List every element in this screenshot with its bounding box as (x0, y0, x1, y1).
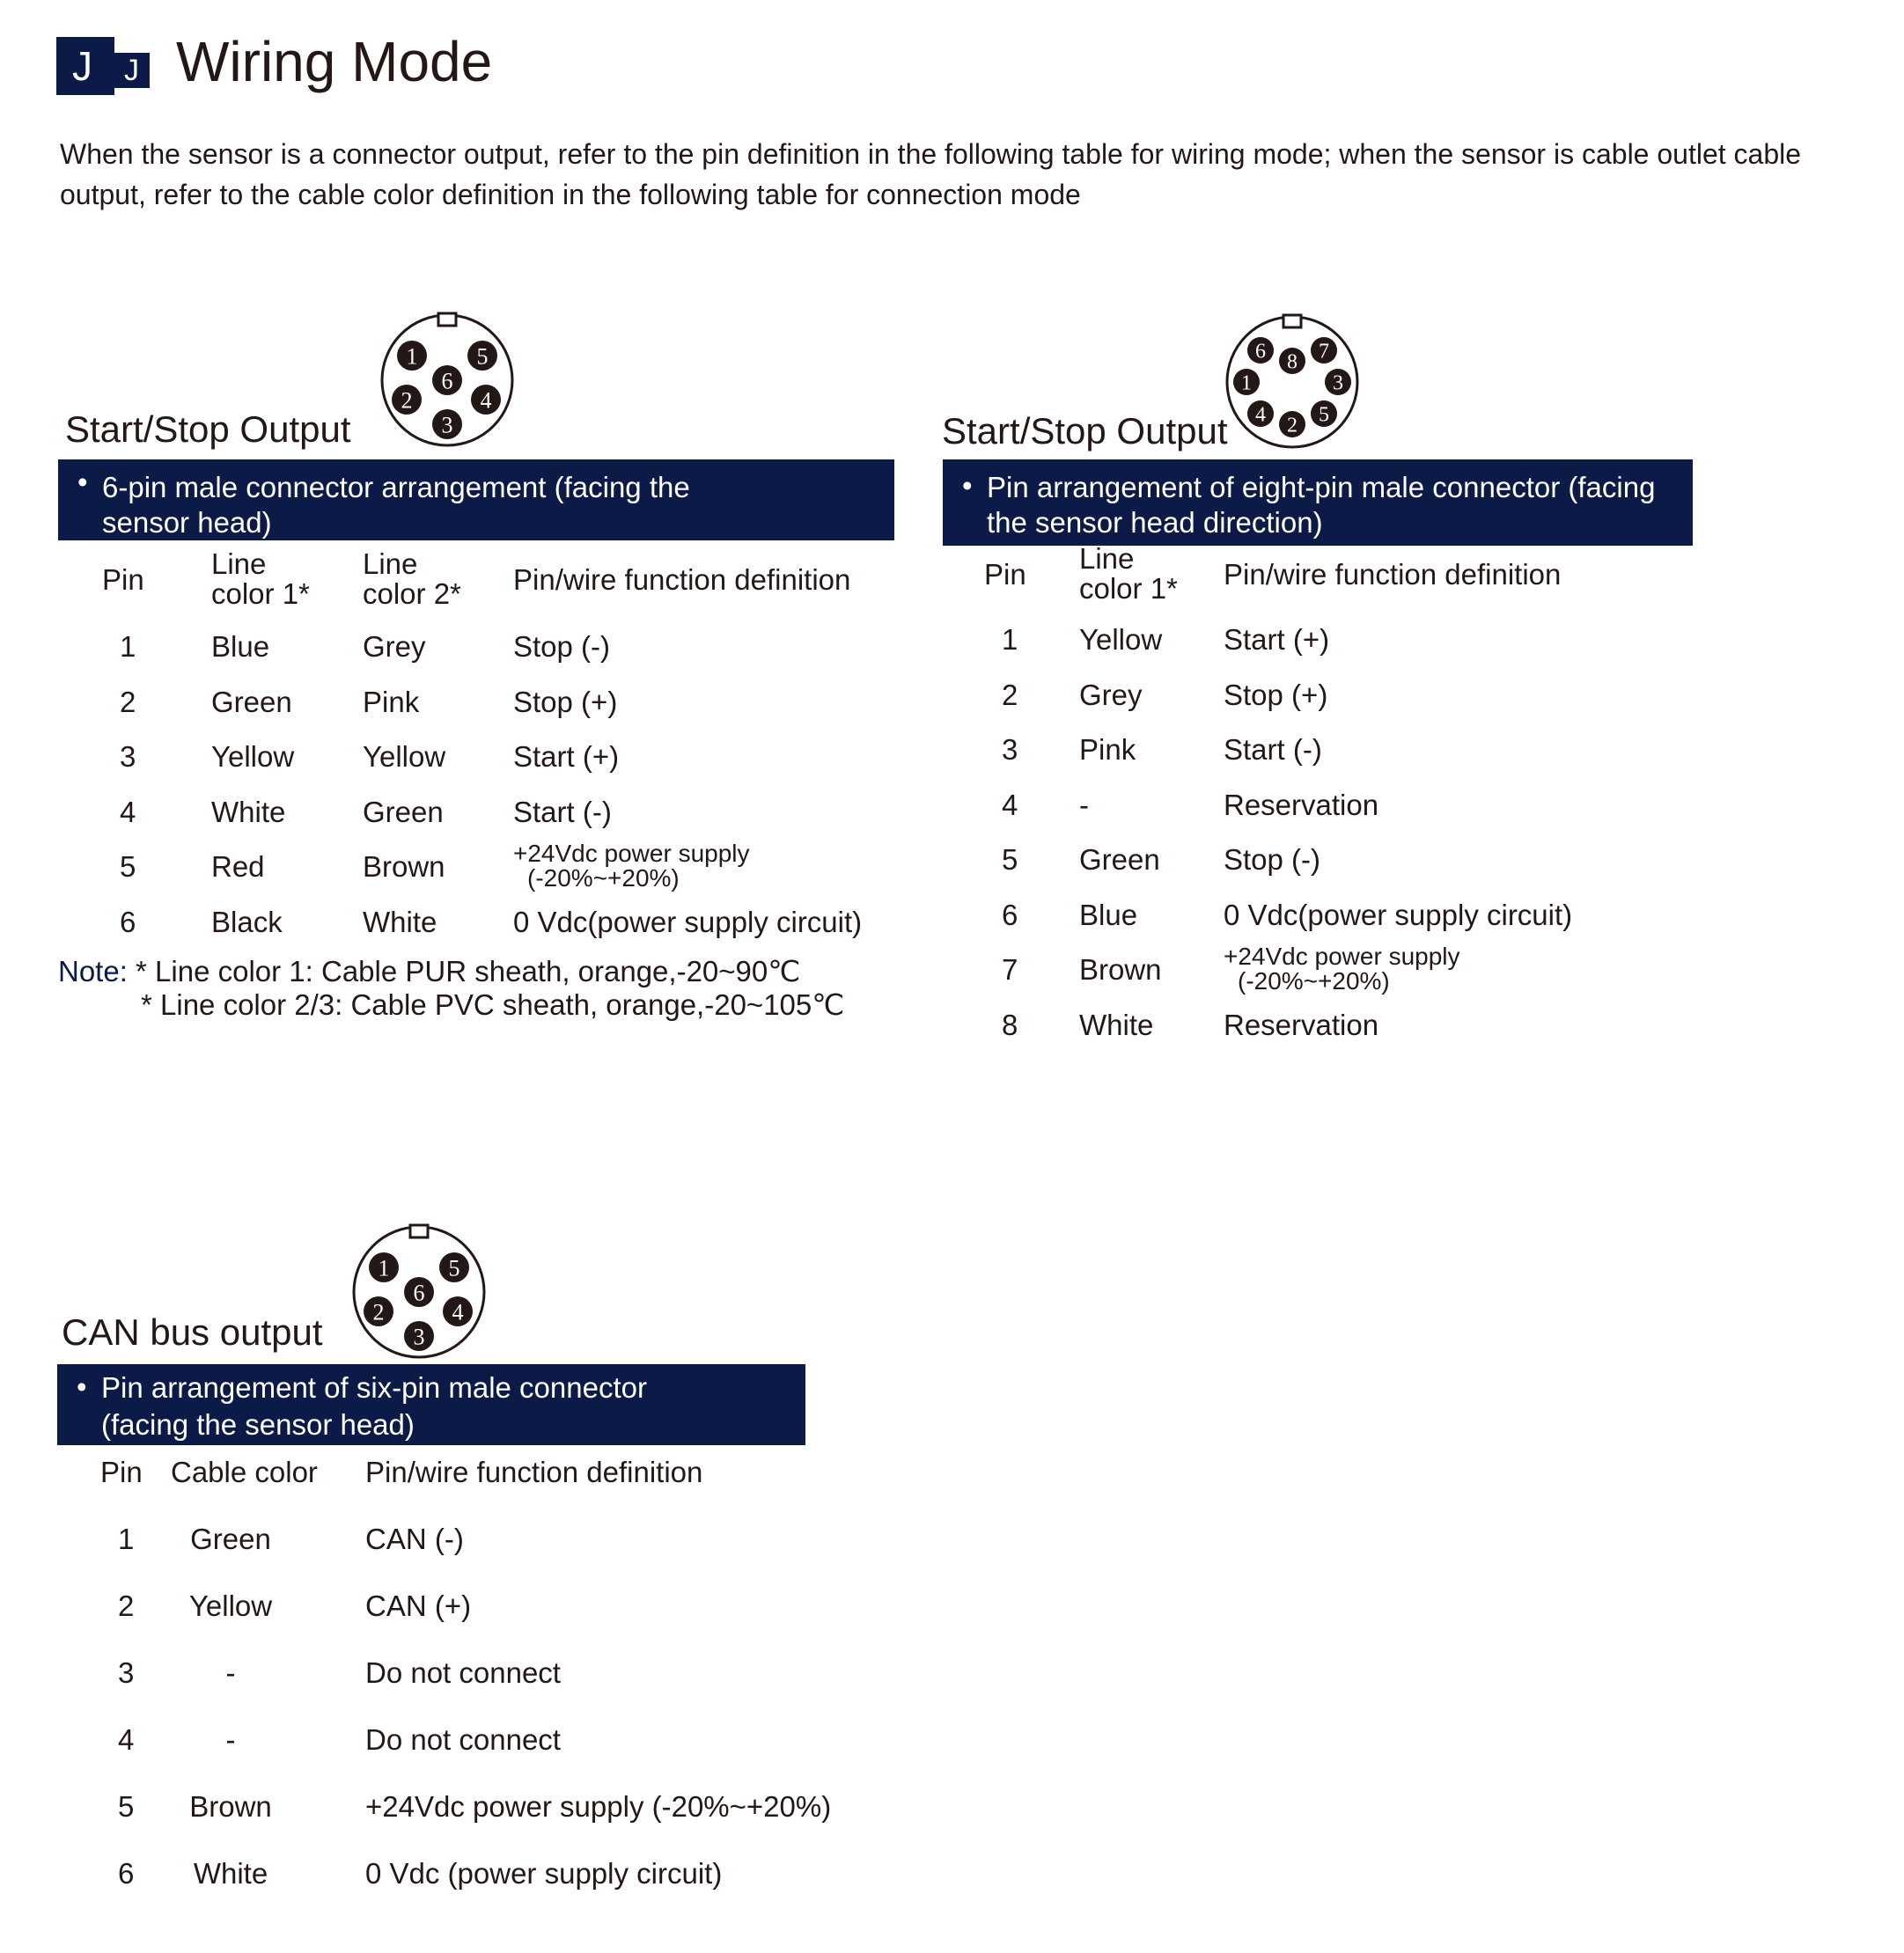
section2-row-7-col-0: 7 (1002, 953, 1018, 986)
section3-row-4-col-0: 4 (118, 1723, 135, 1756)
pin-3-label: 3 (1333, 371, 1343, 395)
section3-row-1-col-1: Green (190, 1523, 271, 1555)
section1-row-2-col-0: 2 (120, 685, 136, 718)
section2-row-6-col-2: 0 Vdc(power supply circuit) (1224, 898, 1573, 931)
section1-row-1-col-0: 1 (120, 630, 136, 663)
section1-row-4-col-1: White (211, 795, 286, 828)
section3-row-1-col-2: CAN (-) (365, 1523, 464, 1555)
section3-title: CAN bus output (62, 1311, 323, 1353)
section3-row-5-col-0: 5 (118, 1790, 135, 1823)
section3-row-3-col-1: - (225, 1656, 236, 1689)
section2-row-4-col-1: - (1079, 788, 1089, 821)
section1-note (58, 954, 800, 989)
section1-note-2: * Line color 2/3: Cable PVC sheath, orange,-20~105℃ (141, 988, 845, 1021)
section1-header-3: Pin/wire function definition (513, 563, 851, 596)
section1-row-5-col-3-line1: +24Vdc power supply (513, 840, 750, 867)
section1-row-2-col-2: Pink (363, 685, 420, 718)
section3-row-4-col-2: Do not connect (365, 1723, 561, 1756)
section1-row-5-col-3-line2: (-20%~+20%) (527, 864, 680, 892)
pin-6-label: 6 (1255, 340, 1266, 363)
section2-row-5-col-0: 5 (1002, 843, 1018, 876)
pin-2-label: 2 (401, 387, 413, 414)
section2-header-1-line2: color 1* (1079, 572, 1178, 605)
section2-row-1-col-0: 1 (1002, 623, 1018, 656)
section1-row-3-col-2: Yellow (363, 740, 446, 773)
section3-header-2: Pin/wire function definition (365, 1456, 703, 1488)
can-six-pin-connector-icon (352, 1225, 486, 1359)
section1-banner: • 6-pin male connector arrangement (facing the sensor head) (58, 459, 894, 540)
section2-banner-text: Pin arrangement of eight-pin male connector (facing the sensor head direction) (987, 471, 1656, 539)
pin-7-label: 7 (1319, 340, 1329, 363)
section3-banner-text: Pin arrangement of six-pin male connector (facing the sensor head) (101, 1371, 647, 1441)
section3-row-2-col-2: CAN (+) (365, 1590, 472, 1622)
section2-row-4-col-0: 4 (1002, 788, 1018, 821)
section2-row-2-col-2: Stop (+) (1224, 678, 1328, 711)
section2-row-3-col-0: 3 (1002, 733, 1018, 766)
section2-row-7-col-2-line2: (-20%~+20%) (1238, 967, 1390, 995)
section2-row-7-col-2-line1: +24Vdc power supply (1224, 943, 1460, 970)
section1-banner-text: 6-pin male connector arrangement (facing the sensor head) (102, 471, 690, 539)
pin-1-label: 1 (406, 343, 418, 370)
section1-header-1-line2: color 1* (211, 577, 310, 610)
section1-row-3-col-1: Yellow (211, 740, 295, 773)
section1-header-1-line1: Line (211, 547, 267, 580)
section1-row-3-col-0: 3 (120, 740, 136, 773)
section2-row-8-col-2: Reservation (1224, 1008, 1379, 1041)
pin-2-label: 2 (1287, 414, 1298, 437)
section3-row-4-col-1: - (225, 1723, 236, 1756)
section-logo (56, 37, 153, 95)
section1-header-2-line2: color 2* (363, 577, 461, 610)
section2-banner: • Pin arrangement of eight-pin male connector (facing the sensor head direction) (943, 459, 1693, 546)
section1-row-4-col-3: Start (-) (513, 795, 612, 828)
section3-header-1: Cable color (171, 1456, 318, 1488)
pin-1-label: 1 (378, 1255, 390, 1281)
section2-row-6-col-0: 6 (1002, 898, 1018, 931)
section2-header-2: Pin/wire function definition (1224, 558, 1562, 591)
section3-row-6-col-2: 0 Vdc (power supply circuit) (365, 1857, 723, 1890)
section2-row-4-col-2: Reservation (1224, 788, 1379, 821)
pin-4-label: 4 (1255, 403, 1266, 427)
section1-row-3-col-3: Start (+) (513, 740, 620, 773)
section3-row-5-col-2: +24Vdc power supply (-20%~+20%) (365, 1790, 832, 1823)
section3-row-6-col-0: 6 (118, 1857, 135, 1890)
pin-6-label: 6 (413, 1280, 425, 1306)
pin-5-label: 5 (448, 1255, 460, 1281)
intro-paragraph: When the sensor is a connector output, refer to the pin definition in the following table for wiring mode; when the sensor is cable outlet cable output, refer to the cable color definition in the following table for connection mode (60, 138, 1802, 210)
six-pin-connector-icon (380, 313, 514, 447)
section2-row-7-col-1: Brown (1079, 953, 1162, 986)
section1-header-2-line1: Line (363, 547, 418, 580)
section2-row-3-col-1: Pink (1079, 733, 1136, 766)
section1-row-6-col-3: 0 Vdc(power supply circuit) (513, 905, 863, 938)
section3-row-3-col-2: Do not connect (365, 1656, 561, 1689)
section1-row-4-col-2: Green (363, 795, 444, 828)
pin-8-label: 8 (1287, 350, 1298, 374)
section1-title: Start/Stop Output (65, 408, 351, 450)
pin-2-label: 2 (372, 1299, 385, 1325)
pin-1-label: 1 (1241, 371, 1252, 395)
section2-row-6-col-1: Blue (1079, 898, 1138, 931)
section2-row-5-col-1: Green (1079, 843, 1160, 876)
section1-row-6-col-2: White (363, 905, 437, 938)
section3-header-0: Pin (100, 1456, 143, 1488)
section3-row-2-col-1: Yellow (188, 1590, 273, 1622)
section1-row-2-col-1: Green (211, 685, 292, 718)
section1-row-6-col-1: Black (211, 905, 283, 938)
section2-title: Start/Stop Output (942, 410, 1228, 452)
pin-5-label: 5 (476, 343, 489, 370)
section2-row-2-col-1: Grey (1079, 678, 1143, 711)
section3-row-3-col-0: 3 (118, 1656, 135, 1689)
section3-banner: • Pin arrangement of six-pin male connector (facing the sensor head) (57, 1364, 805, 1445)
section1-row-5-col-0: 5 (120, 850, 136, 883)
page-title: Wiring Mode (176, 30, 493, 93)
logo-letter-2: J (124, 54, 139, 87)
section2-row-8-col-0: 8 (1002, 1008, 1018, 1041)
section1-row-2-col-3: Stop (+) (513, 685, 618, 718)
pin-3-label: 3 (413, 1324, 425, 1350)
section1-row-4-col-0: 4 (120, 795, 136, 828)
section2-row-8-col-1: White (1079, 1008, 1154, 1041)
section1-row-5-col-1: Red (211, 850, 265, 883)
section2-header-1-line1: Line (1079, 542, 1135, 575)
section2-row-1-col-1: Yellow (1079, 623, 1163, 656)
pin-6-label: 6 (441, 368, 453, 394)
note-label: Note: (58, 955, 128, 988)
pin-5-label: 5 (1319, 403, 1329, 427)
section2-row-1-col-2: Start (+) (1224, 623, 1330, 656)
pin-3-label: 3 (441, 412, 453, 438)
section1-header-0: Pin (102, 563, 144, 596)
section2-header-0: Pin (984, 558, 1026, 591)
note-line-1: * Line color 1: Cable PUR sheath, orange,-20~90℃ (136, 955, 801, 988)
section3-row-1-col-0: 1 (118, 1523, 135, 1555)
section3-row-2-col-0: 2 (118, 1590, 135, 1622)
section1-row-1-col-3: Stop (-) (513, 630, 611, 663)
section1-row-1-col-1: Blue (211, 630, 270, 663)
section2-row-2-col-0: 2 (1002, 678, 1018, 711)
section3-row-6-col-1: White (193, 1857, 268, 1890)
section2-row-5-col-2: Stop (-) (1224, 843, 1321, 876)
logo-letter-1: J (72, 43, 92, 89)
section1-row-6-col-0: 6 (120, 905, 136, 938)
eight-pin-connector-icon (1225, 315, 1359, 449)
section1-row-1-col-2: Grey (363, 630, 426, 663)
section1-row-5-col-2: Brown (363, 850, 445, 883)
pin-4-label: 4 (452, 1299, 464, 1325)
section3-row-5-col-1: Brown (189, 1790, 272, 1823)
pin-4-label: 4 (480, 387, 492, 414)
section2-row-3-col-2: Start (-) (1224, 733, 1322, 766)
